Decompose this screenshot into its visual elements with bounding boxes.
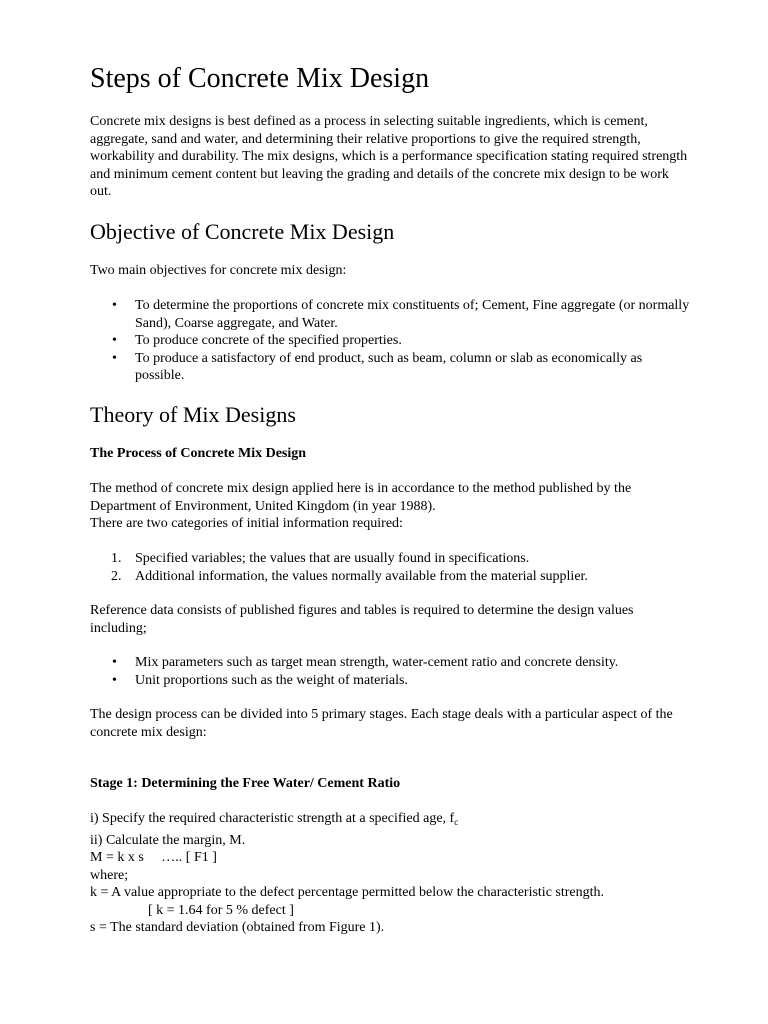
process-paragraph-line: The method of concrete mix design applied here is in accordance to the method published by the Department of Environment, United Kingdom (in year 1988).: [90, 481, 632, 514]
reference-list: [90, 654, 690, 689]
subscript: c: [454, 817, 459, 827]
list-number: 1.: [111, 551, 122, 566]
list-item-text: Unit proportions such as the weight of materials.: [135, 672, 408, 688]
objective-heading: Objective of Concrete Mix Design: [90, 219, 395, 244]
list-item-text: To determine the proportions of concrete mix constituents of; Cement, Fine aggregate (or normally Sand), Coarse aggregate, and Water.: [135, 298, 690, 331]
stage1-body: [90, 810, 690, 937]
process-paragraph-line: There are two categories of initial information required:: [90, 516, 403, 531]
list-item-text: To produce concrete of the specified properties.: [135, 333, 402, 348]
list-item: [90, 672, 690, 690]
list-item-text: Mix parameters such as target mean strength, water-cement ratio and concrete density.: [135, 655, 619, 670]
objective-list: [90, 297, 690, 385]
stages-paragraph: The design process can be divided into 5 primary stages. Each stage deals with a particular aspect of the concrete mix design:: [90, 707, 673, 740]
bullet-marker: •: [112, 333, 117, 348]
theory-heading: Theory of Mix Designs: [90, 402, 296, 427]
stage1-heading: Stage 1: Determining the Free Water/ Cement Ratio: [90, 776, 401, 791]
page-title: Steps of Concrete Mix Design: [90, 63, 430, 94]
intro-paragraph: Concrete mix designs is best defined as a process in selecting suitable ingredients, which is cement, aggregate, sand and water, and determining their relative proportions to give the required strength, workability and durability. The mix designs, which is a performance specification stating required strength and minimum cement content but leaving the grading and details of the concrete mix design to be work out.: [90, 114, 688, 199]
stage1-line: where;: [90, 867, 129, 883]
bullet-marker: •: [112, 298, 117, 313]
stage1-line-text: i) Specify the required characteristic strength at a specified age, f: [90, 811, 455, 826]
list-item: [90, 332, 690, 350]
list-item: [90, 654, 690, 672]
process-paragraph: [90, 480, 690, 533]
list-item-text: Additional information, the values normally available from the material supplier.: [135, 568, 588, 584]
bullet-marker: •: [112, 655, 117, 670]
objective-lead: Two main objectives for concrete mix design:: [90, 263, 347, 278]
reference-paragraph: Reference data consists of published figures and tables is required to determine the design values including;: [90, 603, 634, 636]
info-numbered-list: [90, 550, 690, 585]
list-item: [90, 550, 690, 568]
stage1-line: s = The standard deviation (obtained from Figure 1).: [90, 920, 385, 935]
bullet-marker: •: [112, 672, 117, 688]
stage1-line: [90, 810, 690, 832]
stage1-line: ii) Calculate the margin, M.: [90, 832, 246, 848]
bullet-marker: •: [112, 350, 117, 366]
formula-note: [ k = 1.64 for 5 % defect ]: [148, 902, 294, 918]
formula-line: M = k x s ….. [ F1 ]: [90, 850, 217, 865]
process-subheading: The Process of Concrete Mix Design: [90, 446, 307, 461]
list-item-text: To produce a satisfactory of end product, such as beam, column or slab as economically as possible.: [135, 350, 643, 383]
list-item: [90, 568, 690, 586]
list-number: 2.: [111, 568, 122, 584]
list-item: [90, 297, 690, 332]
list-item: [90, 350, 690, 385]
stage1-line: k = A value appropriate to the defect percentage permitted below the characteristic strength.: [90, 885, 605, 900]
list-item-text: Specified variables; the values that are usually found in specifications.: [135, 551, 530, 566]
